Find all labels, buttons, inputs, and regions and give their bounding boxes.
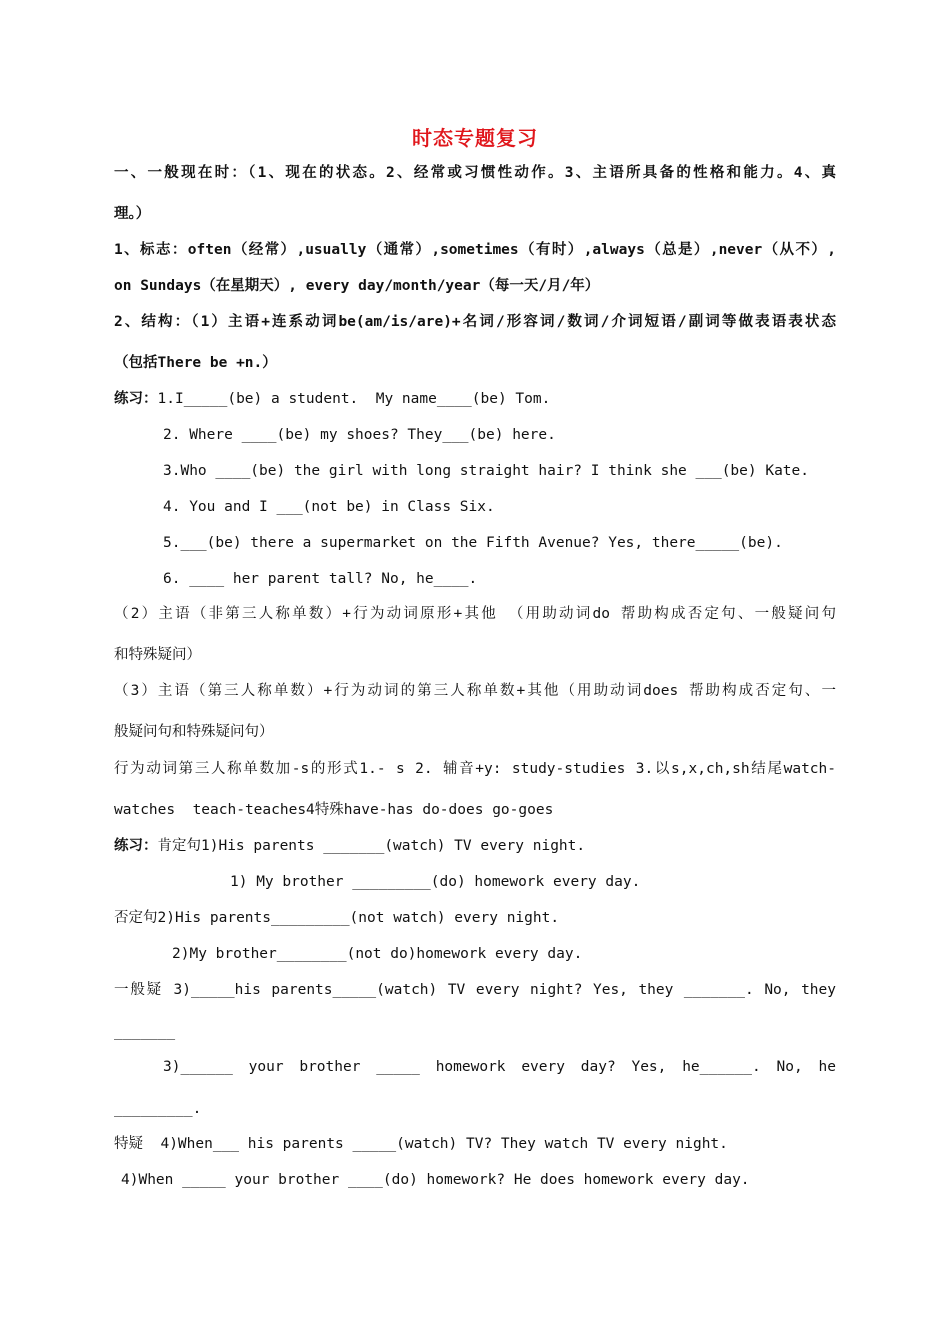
section-heading-line-1: 一、一般现在时：（1、现在的状态。2、经常或习惯性动作。3、主语所具备的性格和能力。4、真 bbox=[114, 165, 836, 181]
rule-line-1: 行为动词第三人称单数加-s的形式1.- s 2. 辅音+y: study-studies 3.以s,x,ch,sh结尾watch- bbox=[114, 761, 836, 777]
structure3-line-1: （3）主语（第三人称单数）+行为动词的第三人称单数+其他（用助动词does 帮助构成否定句、一 bbox=[114, 683, 836, 699]
practice1-row-1 bbox=[114, 389, 836, 409]
structure1-line-1: 2、结构：（1）主语+连系动词be(am/is/are)+名词/形容词/数词/介词短语/副词等做表语表状态 bbox=[114, 314, 836, 330]
practice2-negative-2: 2)My brother________(not do)homework every day. bbox=[172, 946, 583, 962]
page-title: 时态专题复习 bbox=[412, 126, 538, 150]
structure2-line-1: （2）主语（非第三人称单数）+行为动词原形+其他 （用助动词do 帮助构成否定句、一般疑问句 bbox=[114, 606, 836, 622]
practice1-item: 1.I_____(be) a student. My name____(be) Tom. bbox=[157, 391, 551, 407]
practice2-label: 练习： bbox=[114, 838, 158, 854]
markers-line-2: on Sundays（在星期天）, every day/month/year（每一天/月/年） bbox=[114, 278, 600, 294]
practice2-affirmative-2: 1) My brother _________(do) homework every day. bbox=[230, 874, 641, 890]
practice2-question-2: 3)______ your brother _____ homework every day? Yes, he______. No, he bbox=[163, 1059, 836, 1075]
practice1-label: 练习： bbox=[114, 391, 158, 407]
practice2-question-1: 一般疑 3)_____his parents_____(watch) TV every night? Yes, they _______. No, they bbox=[114, 982, 836, 998]
section-heading-line-2: 理。） bbox=[114, 206, 151, 222]
structure1-line-2: （包括There be +n.） bbox=[114, 355, 277, 371]
practice2-question-1-cont: _______ bbox=[114, 1024, 176, 1040]
practice2-special-1: 特疑 4)When___ his parents _____(watch) TV? They watch TV every night. bbox=[114, 1136, 728, 1152]
practice1-item: 3.Who ____(be) the girl with long straight hair? I think she ___(be) Kate. bbox=[163, 463, 810, 479]
exercise-text: 1)His parents _______(watch) TV every night. bbox=[201, 838, 586, 854]
affirmative-label: 肯定句 bbox=[157, 838, 201, 854]
practice1-item: 6. ____ her parent tall? No, he____. bbox=[163, 571, 478, 587]
practice2-negative-1: 否定句2)His parents_________(not watch) every night. bbox=[114, 910, 560, 926]
practice2-question-2-cont: _________. bbox=[114, 1101, 202, 1117]
practice1-item: 5.___(be) there a supermarket on the Fifth Avenue? Yes, there_____(be). bbox=[163, 535, 783, 551]
structure3-line-2: 般疑问句和特殊疑问句） bbox=[114, 724, 274, 740]
practice1-item: 4. You and I ___(not be) in Class Six. bbox=[163, 499, 495, 515]
practice2-special-2: 4)When _____ your brother ____(do) homework? He does homework every day. bbox=[121, 1172, 750, 1188]
rule-line-2: watches teach-teaches4特殊have-has do-does go-goes bbox=[114, 802, 554, 818]
structure2-line-2: 和特殊疑问） bbox=[114, 647, 201, 663]
markers-line-1: 1、标志：often（经常）,usually（通常）,sometimes（有时）,always（总是）,never（从不）, bbox=[114, 242, 836, 258]
practice1-item: 2. Where ____(be) my shoes? They___(be) here. bbox=[163, 427, 556, 443]
practice2-affirmative-1 bbox=[114, 836, 836, 856]
